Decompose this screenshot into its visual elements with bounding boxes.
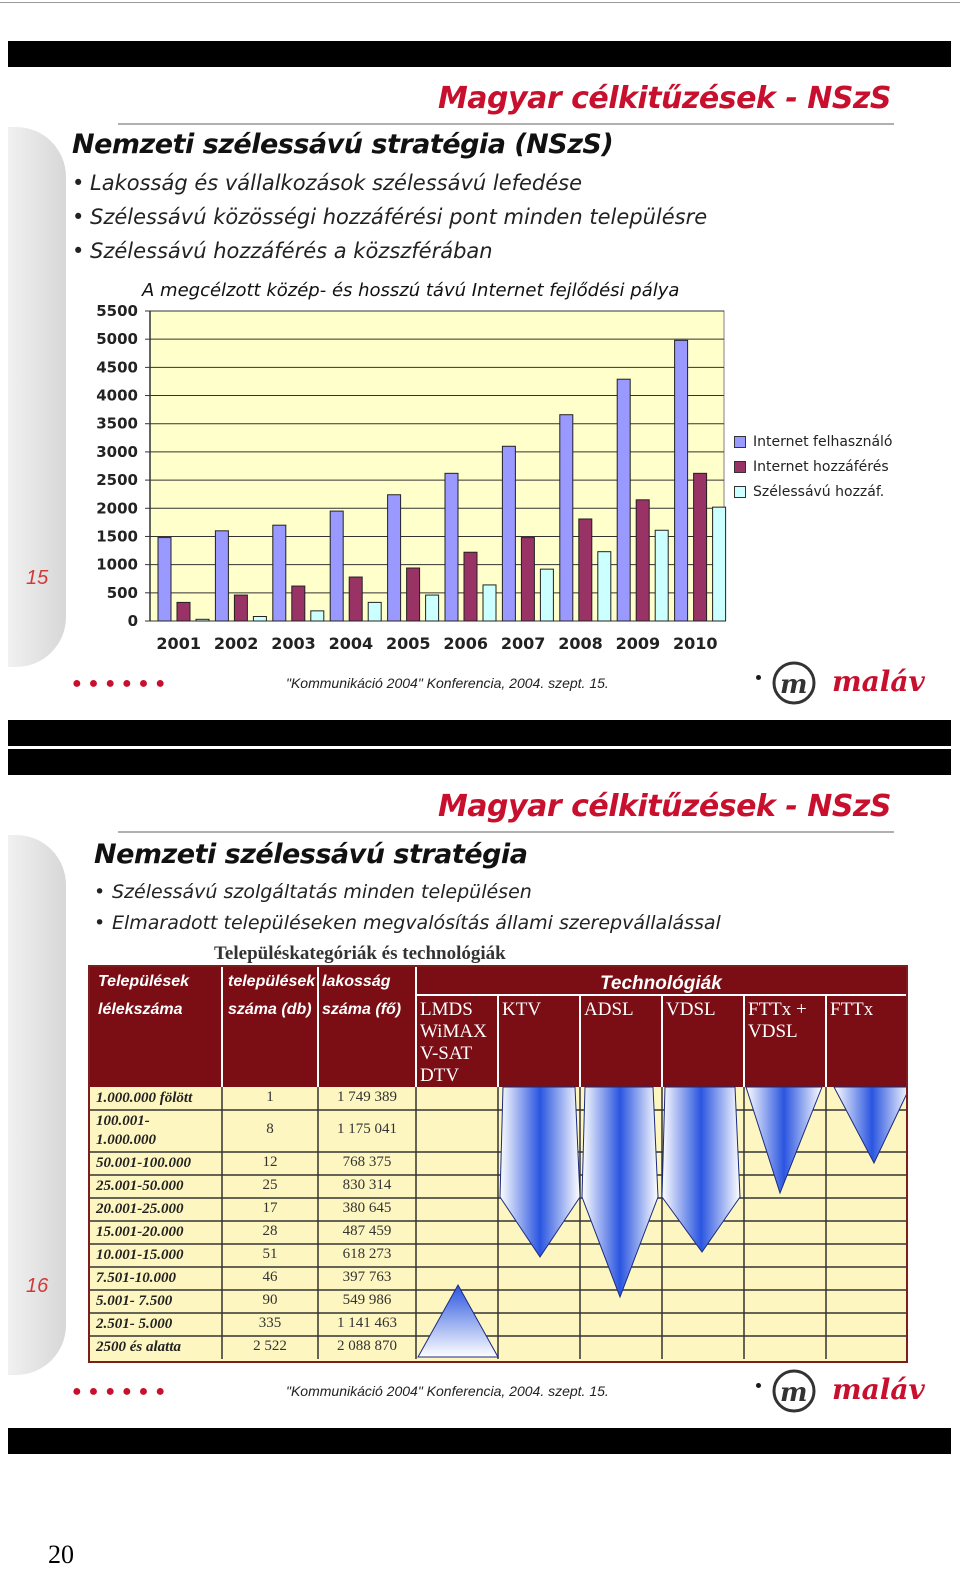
row-population: 1 141 463 bbox=[337, 1314, 397, 1331]
row-category bbox=[96, 1154, 191, 1173]
bar bbox=[407, 568, 420, 621]
row-count: 51 bbox=[262, 1245, 278, 1262]
row-category bbox=[96, 1200, 184, 1219]
row-population: 1 175 041 bbox=[337, 1121, 397, 1137]
row-category bbox=[96, 1223, 184, 1242]
legend-swatch bbox=[734, 486, 746, 498]
footer-dots: ●●●●●● bbox=[72, 675, 172, 692]
row-count: 17 bbox=[262, 1199, 278, 1216]
footer-text: "Kommunikáció 2004" Konferencia, 2004. szept. 15. bbox=[286, 675, 609, 691]
tech-line: VDSL bbox=[666, 999, 716, 1020]
slide-number: 15 bbox=[26, 567, 49, 589]
y-tick-label: 5000 bbox=[96, 330, 138, 349]
title-rule bbox=[118, 123, 894, 125]
header-line: települések bbox=[228, 973, 316, 990]
row-category-line: 2500 és alatta bbox=[96, 1339, 181, 1355]
tech-line: V-SAT bbox=[420, 1043, 473, 1064]
section-title: Magyar célkitűzések - NSzS bbox=[437, 789, 891, 824]
footer-text: "Kommunikáció 2004" Konferencia, 2004. szept. 15. bbox=[286, 1383, 609, 1399]
legend-entry bbox=[734, 454, 892, 479]
x-tick-label: 2009 bbox=[615, 634, 661, 653]
row-category-line: 7.501-10.000 bbox=[96, 1270, 176, 1286]
bar bbox=[694, 473, 707, 621]
row-count: 2 522 bbox=[253, 1337, 287, 1354]
legend-label: Internet felhasználó bbox=[753, 433, 893, 450]
bar bbox=[502, 446, 515, 621]
y-tick-label: 4000 bbox=[96, 386, 138, 405]
bullet-item: • Szélessávú közösségi hozzáférési pont minden településre bbox=[90, 205, 707, 229]
slide-bar-top-2 bbox=[8, 749, 951, 775]
adsl-coverage-shape bbox=[582, 1087, 658, 1297]
row-category bbox=[96, 1089, 192, 1108]
bar bbox=[560, 415, 573, 621]
section-title: Magyar célkitűzések - NSzS bbox=[437, 81, 891, 116]
row-category-line: 50.001-100.000 bbox=[96, 1155, 191, 1171]
y-tick-label: 5500 bbox=[96, 302, 138, 320]
row-population: 830 314 bbox=[342, 1176, 392, 1193]
slide-bar-bottom-1 bbox=[8, 720, 951, 746]
x-tick-label: 2008 bbox=[558, 634, 603, 653]
x-tick-label: 2002 bbox=[213, 634, 259, 653]
bar bbox=[292, 586, 305, 621]
x-tick-label: 2003 bbox=[271, 634, 316, 653]
svg-text:m: m bbox=[780, 670, 808, 700]
row-count: 46 bbox=[262, 1268, 278, 1285]
row-count: 28 bbox=[262, 1222, 278, 1239]
table-grid-and-shapes bbox=[90, 967, 906, 1361]
header-line: száma (fő) bbox=[322, 1001, 402, 1018]
bullet-item: • Elmaradott településeken megvalósítás állami szerepvállalással bbox=[112, 912, 721, 934]
y-tick-label: 0 bbox=[127, 612, 138, 630]
row-category-line: 25.001-50.000 bbox=[96, 1178, 184, 1194]
malev-logo bbox=[756, 661, 926, 705]
x-tick-label: 2001 bbox=[156, 634, 201, 653]
ktv-coverage-shape bbox=[500, 1087, 580, 1257]
row-category bbox=[96, 1315, 172, 1334]
logo-text: maláv bbox=[832, 1373, 925, 1406]
top-rule bbox=[0, 2, 960, 3]
legend-swatch bbox=[734, 461, 746, 473]
bar bbox=[177, 602, 190, 621]
page-number: 20 bbox=[48, 1540, 74, 1569]
tech-line: KTV bbox=[502, 999, 542, 1020]
title-rule bbox=[118, 831, 894, 833]
bar bbox=[464, 552, 477, 621]
malev-logo-icon bbox=[766, 1369, 822, 1413]
logo-text: maláv bbox=[832, 665, 925, 698]
svg-text:m: m bbox=[780, 1378, 808, 1408]
row-count: 12 bbox=[262, 1153, 278, 1170]
chart-legend bbox=[734, 429, 892, 504]
row-population: 487 459 bbox=[342, 1222, 392, 1239]
row-category-line: 1.000.000 fölött bbox=[96, 1090, 193, 1106]
bar bbox=[273, 525, 286, 621]
bar bbox=[215, 531, 228, 621]
bar bbox=[445, 473, 458, 621]
row-category-line: 5.001- 7.500 bbox=[96, 1293, 173, 1309]
tech-line: ADSL bbox=[584, 999, 634, 1020]
tech-line: FTTx + bbox=[748, 999, 807, 1020]
x-tick-label: 2006 bbox=[443, 634, 488, 653]
fttx-vdsl-coverage-shape bbox=[746, 1087, 822, 1193]
bar bbox=[483, 585, 496, 621]
row-category bbox=[96, 1112, 156, 1150]
bullet-item: • Szélessávú szolgáltatás minden településen bbox=[112, 881, 532, 903]
tech-line: LMDS bbox=[420, 999, 473, 1020]
row-category bbox=[96, 1177, 184, 1196]
legend-swatch bbox=[734, 436, 746, 448]
malev-logo bbox=[756, 1369, 926, 1413]
x-tick-label: 2004 bbox=[328, 634, 374, 653]
row-category bbox=[96, 1338, 181, 1357]
row-category-line: 2.501- 5.000 bbox=[96, 1316, 173, 1332]
slide-15 bbox=[8, 67, 951, 720]
row-population: 380 645 bbox=[342, 1199, 392, 1216]
legend-entry bbox=[734, 429, 892, 454]
slide-number: 16 bbox=[26, 1275, 49, 1297]
lmds-coverage-shape bbox=[418, 1285, 498, 1357]
bullet-item: • Szélessávú hozzáférés a közszférában bbox=[90, 239, 493, 263]
bar bbox=[713, 507, 726, 621]
footer-dots: ●●●●●● bbox=[72, 1383, 172, 1400]
y-tick-label: 2500 bbox=[96, 471, 138, 490]
table-title: Településkategóriák és technológiák bbox=[214, 943, 506, 964]
x-tick-label: 2010 bbox=[673, 634, 718, 653]
bar bbox=[675, 340, 688, 621]
tech-line: WiMAX bbox=[420, 1021, 487, 1042]
row-category-line: 10.001-15.000 bbox=[96, 1247, 184, 1263]
header-line: lélekszáma bbox=[98, 1001, 183, 1018]
logo-dot bbox=[756, 675, 761, 680]
row-population: 549 986 bbox=[342, 1291, 392, 1308]
row-category bbox=[96, 1246, 184, 1265]
x-tick-label: 2005 bbox=[386, 634, 431, 653]
bar bbox=[579, 519, 592, 621]
row-count: 335 bbox=[258, 1314, 282, 1331]
y-tick-label: 3000 bbox=[96, 442, 138, 461]
row-count: 25 bbox=[262, 1176, 278, 1193]
tech-line: VDSL bbox=[748, 1021, 798, 1042]
bar bbox=[311, 611, 324, 621]
legend-entry bbox=[734, 479, 892, 504]
slide-title: Nemzeti szélessávú stratégia (NSzS) bbox=[72, 129, 614, 160]
tech-line: FTTx bbox=[830, 999, 874, 1020]
bar bbox=[655, 530, 668, 621]
row-population: 397 763 bbox=[342, 1268, 392, 1285]
chart-title: A megcélzott közép- és hosszú távú Internet fejlődési pálya bbox=[142, 280, 680, 301]
slide-title: Nemzeti szélessávú stratégia bbox=[94, 839, 528, 870]
bar bbox=[330, 511, 343, 621]
row-count: 1 bbox=[266, 1088, 274, 1105]
legend-label: Szélessávú hozzáf. bbox=[753, 483, 885, 500]
row-population: 1 749 389 bbox=[337, 1088, 397, 1105]
x-tick-label: 2007 bbox=[500, 634, 546, 653]
bar bbox=[158, 538, 171, 621]
bar bbox=[540, 569, 553, 621]
bar bbox=[617, 379, 630, 621]
row-population: 2 088 870 bbox=[337, 1337, 397, 1354]
row-count: 90 bbox=[262, 1291, 278, 1308]
slide-16 bbox=[8, 775, 951, 1428]
header-line: Települések bbox=[98, 973, 190, 990]
y-tick-label: 500 bbox=[106, 583, 138, 602]
bar-chart bbox=[68, 297, 748, 667]
bar bbox=[636, 500, 649, 621]
bar bbox=[234, 595, 247, 621]
row-category-line: 20.001-25.000 bbox=[96, 1201, 184, 1217]
y-tick-label: 2000 bbox=[96, 499, 138, 518]
slide-bar-top-1 bbox=[8, 41, 951, 67]
row-count: 8 bbox=[266, 1121, 274, 1137]
slide-bar-bottom-2 bbox=[8, 1428, 951, 1454]
legend-label: Internet hozzáférés bbox=[753, 458, 889, 475]
bar bbox=[388, 495, 401, 621]
bar bbox=[196, 619, 209, 621]
settlement-technology-table bbox=[88, 965, 908, 1363]
row-category bbox=[96, 1269, 176, 1288]
bar bbox=[349, 577, 362, 621]
row-population: 768 375 bbox=[342, 1153, 392, 1170]
row-category-line: 15.001-20.000 bbox=[96, 1224, 184, 1240]
bar bbox=[368, 602, 381, 621]
row-population: 618 273 bbox=[342, 1245, 392, 1262]
row-category-line: 1.000.000 bbox=[96, 1132, 156, 1148]
row-category-line: 100.001- bbox=[96, 1113, 150, 1129]
bar bbox=[253, 616, 266, 621]
y-tick-label: 1500 bbox=[96, 527, 138, 546]
y-tick-label: 3500 bbox=[96, 414, 138, 433]
bar bbox=[521, 538, 534, 621]
header-line: száma (db) bbox=[228, 1001, 312, 1018]
bullet-item: • Lakosság és vállalkozások szélessávú lefedése bbox=[90, 171, 582, 195]
logo-dot bbox=[756, 1383, 761, 1388]
vdsl-coverage-shape bbox=[662, 1087, 740, 1252]
header-technologies: Technológiák bbox=[600, 973, 722, 994]
y-tick-label: 4500 bbox=[96, 358, 138, 377]
bar bbox=[426, 595, 439, 621]
row-category bbox=[96, 1292, 172, 1311]
tech-line: DTV bbox=[420, 1065, 460, 1086]
malev-logo-icon bbox=[766, 661, 822, 705]
bar bbox=[598, 552, 611, 621]
y-tick-label: 1000 bbox=[96, 555, 138, 574]
header-line: lakosság bbox=[322, 973, 391, 990]
